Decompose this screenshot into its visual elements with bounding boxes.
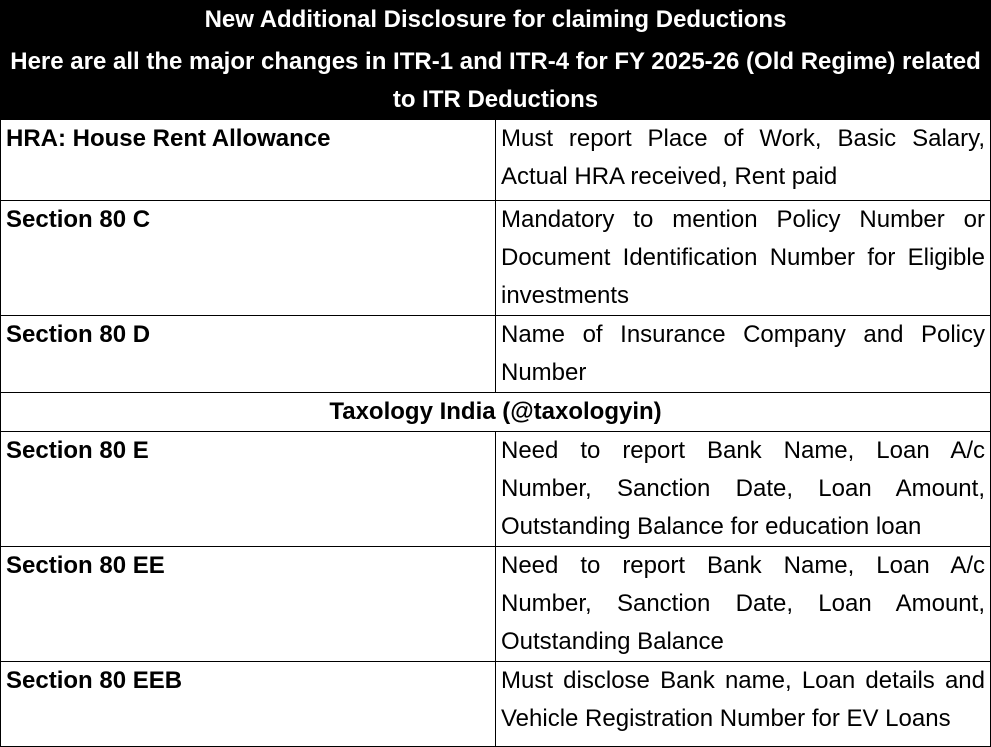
subtitle-row [1,43,991,120]
page-title: New Additional Disclosure for claiming Deductions [1,1,991,43]
row-label-80c: Section 80 C [1,201,496,316]
row-description-hra: Must report Place of Work, Basic Salary, Actual HRA received, Rent paid [496,120,991,201]
watermark-row [1,393,991,432]
watermark-text: Taxology India (@taxologyin) [1,393,991,432]
table-row [1,120,991,201]
table-row [1,316,991,393]
row-label-hra: HRA: House Rent Allowance [1,120,496,201]
table-row [1,547,991,662]
row-description-80e: Need to report Bank Name, Loan A/c Number, Sanction Date, Loan Amount, Outstanding Balance for education loan [496,432,991,547]
row-label-80eeb: Section 80 EEB [1,662,496,747]
table-row [1,201,991,316]
row-label-80e: Section 80 E [1,432,496,547]
row-label-80d: Section 80 D [1,316,496,393]
table-row [1,432,991,547]
row-description-80d: Name of Insurance Company and Policy Number [496,316,991,393]
row-description-80eeb: Must disclose Bank name, Loan details and Vehicle Registration Number for EV Loans [496,662,991,747]
row-label-80ee: Section 80 EE [1,547,496,662]
row-description-80c: Mandatory to mention Policy Number or Document Identification Number for Eligible investments [496,201,991,316]
page-subtitle: Here are all the major changes in ITR-1 and ITR-4 for FY 2025-26 (Old Regime) related to ITR Deductions [1,43,991,120]
row-description-80ee: Need to report Bank Name, Loan A/c Number, Sanction Date, Loan Amount, Outstanding Balance [496,547,991,662]
table-row [1,662,991,747]
title-row [1,1,991,43]
